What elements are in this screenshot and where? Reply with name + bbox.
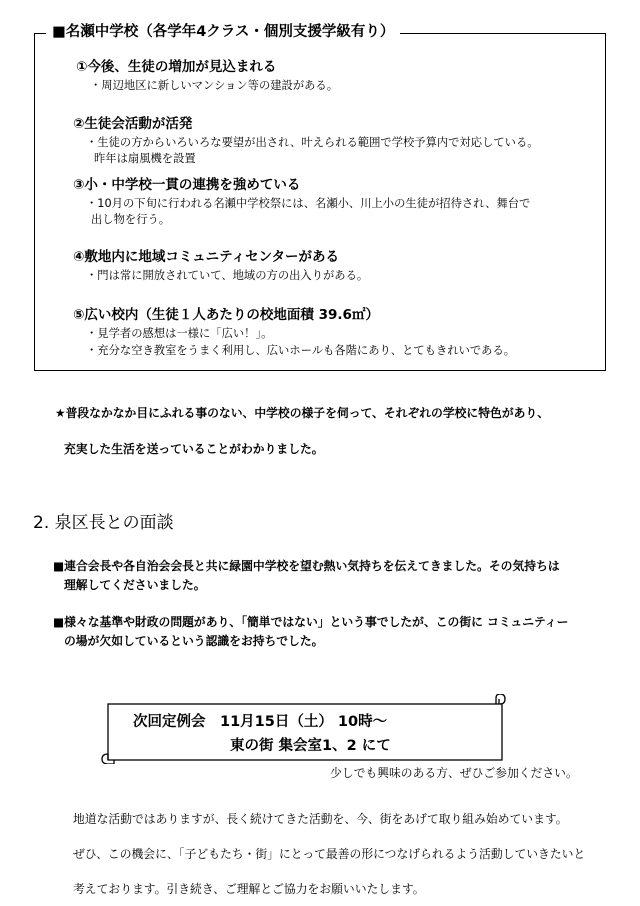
point-heading-1: ①今後、生徒の増加が見込まれる [76, 59, 277, 75]
point-line: ・10月の下旬に行われる名瀬中学校祭には、名瀬小、川上小の生徒が招待され、舞台で [86, 197, 531, 210]
point-heading-3: ③小・中学校一貫の連携を強めている [73, 177, 301, 193]
point-line: ・門は常に開放されていて、地域の方の出入りがある。 [86, 269, 369, 282]
section2-item-line: の場が欠如しているという認識をお持ちでした。 [64, 634, 324, 648]
section-heading: 2. 泉区長との面談 [33, 513, 174, 533]
closing-line: 考えております。引き続き、ご理解とご協力をお願いいたします。 [73, 882, 425, 896]
point-heading-4: ④敷地内に地域コミュニティセンターがある [73, 249, 340, 265]
point-line: ・見学者の感想は一様に「広い！」。 [86, 327, 273, 340]
meeting-invite: 少しでも興味のある方、ぜひご参加ください。 [330, 766, 578, 780]
section2-item-line: ■連合会長や各自治会会長と共に緑園中学校を望む熱い気持ちを伝えてきました。その気持ちは [53, 559, 560, 573]
section2-item-line: 理解してくださいました。 [64, 578, 206, 592]
point-line: ・充分な空き教室をうまく利用し、広いホールも各階にあり、とてもきれいである。 [86, 344, 516, 357]
point-heading-5: ⑤広い校内（生徒１人あたりの校地面積 39.6㎡） [73, 307, 379, 323]
school-title: ■名瀬中学校（各学年4クラス・個別支援学級有り） [46, 21, 400, 43]
point-line: 昨年は扇風機を設置 [94, 152, 196, 165]
point-line: ・周辺地区に新しいマンション等の建設がある。 [90, 79, 339, 92]
summary-line-1: ★普段なかなか目にふれる事のない、中学校の様子を伺って、それぞれの学校に特色があり、 [55, 406, 550, 420]
point-line: 出し物を行う。 [91, 213, 171, 226]
closing-line: 地道な活動ではありますが、長く続けてきた活動を、今、街をあげて取り組み始めています。 [73, 812, 568, 826]
closing-line: ぜひ、この機会に、「子どもたち・街」にとって最善の形につなげられるよう活動していきたいと [73, 847, 586, 861]
point-heading-2: ②生徒会活動が活発 [73, 116, 193, 132]
meeting-schedule: 次回定例会 11月15日（土） 10時～ [133, 714, 388, 730]
meeting-place: 東の街 集会室1、2 にて [230, 738, 391, 754]
point-line: ・生徒の方からいろいろな要望が出され、叶えられる範囲で学校予算内で対応している。 [86, 136, 539, 149]
section2-item-line: ■様々な基準や財政の問題があり、「簡単ではない」という事でしたが、この街に コミュニティー [53, 615, 569, 629]
summary-line-2: 充実した生活を送っていることがわかりました。 [64, 442, 324, 456]
